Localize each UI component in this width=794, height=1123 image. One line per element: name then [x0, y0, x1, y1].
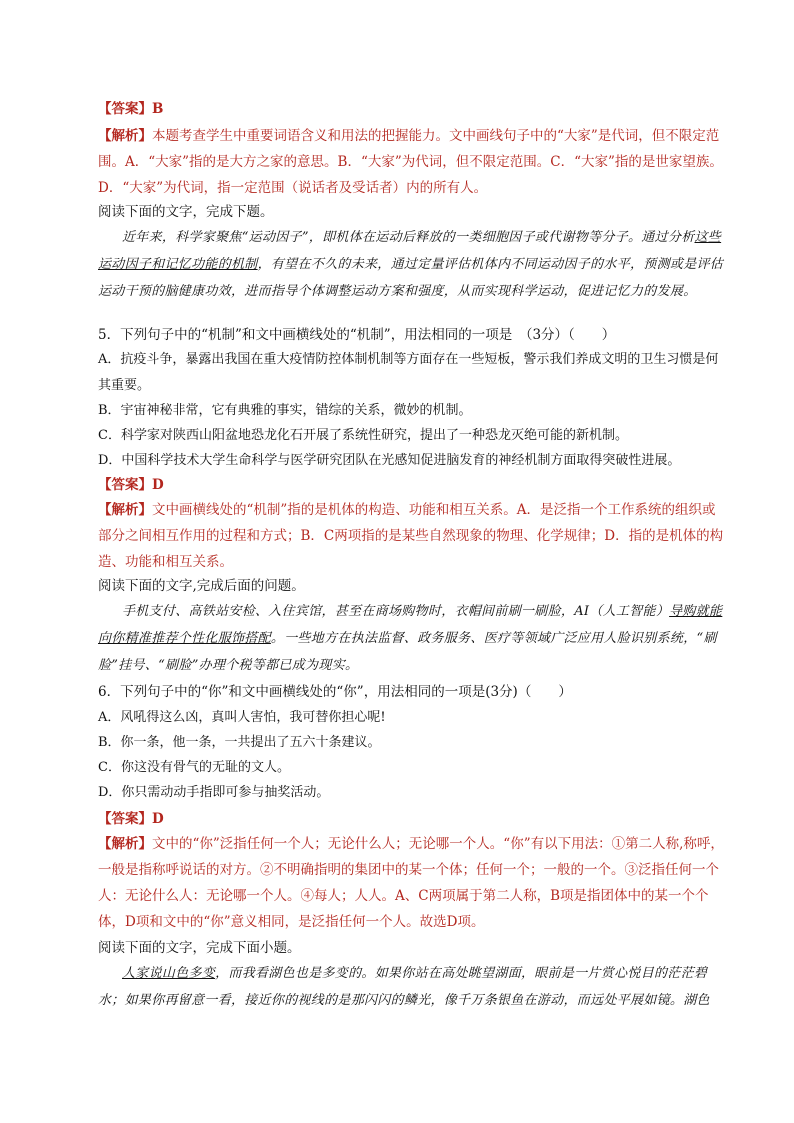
q5-option-c: [98, 423, 726, 449]
underlined-phrase: 人家说山色多变: [122, 966, 216, 981]
q5-analysis-text: 文中画横线处的“机制”指的是机体的构造、功能和相互关系。A．是泛指一个工作系统的组织或部分之间相互作用的过程和方式；B．C两项指的是某些自然现象的物理、化学规律；D．指的是机体的构造、功能和相互关系。: [98, 502, 724, 570]
reading-intro-1: [98, 199, 726, 225]
passage-2: [98, 598, 726, 679]
analysis-label: 【解析】: [98, 128, 152, 144]
passage-3: [98, 960, 726, 1014]
q6-option-d: [98, 780, 726, 806]
option-text: B．宇宙神秘非常，它有典雅的事实，错综的关系，微妙的机制。: [98, 403, 472, 418]
intro-text: 阅读下面的文字,完成后面的问题。: [98, 578, 305, 594]
answer-label: 【答案】D: [98, 477, 164, 493]
reading-intro-3: [98, 935, 726, 961]
q5-analysis: [98, 497, 726, 575]
option-text: D．你只需动动手指即可参与抽奖活动。: [98, 785, 330, 800]
option-text: B．你一条，他一条，一共提出了五六十条建议。: [98, 735, 381, 750]
option-text: D．中国科学技术大学生命科学与医学研究团队在光感知促进脑发育的神经机制方面取得突破性进展。: [98, 453, 681, 468]
option-text: C．科学家对陕西山阳盆地恐龙化石开展了系统性研究，提出了一种恐龙灭绝可能的新机制。: [98, 428, 628, 443]
passage-text: ，而我看湖色也是多变的。如果你站在高处眺望湖面，眼前是一片赏心悦目的茫茫碧水；如果你再留意一看，接近你的视线的是那闪闪的鳞光，像千万条银鱼在游动，而远处平展如镜。湖色: [98, 966, 710, 1008]
q6-option-a: [98, 705, 726, 731]
q6-analysis-text: 文中的“你”泛指任何一个人；无论什么人；无论哪一个人。“你”有以下用法：①第二人称,称呼，一般是指称呼说话的对方。②不明确指明的集团中的某一个体；任何一个；一般的一个。③泛指任何一个人：无论什么人：无论哪一个人。④每人；人人。A、C两项属于第二人称，B项是指团体中的某一个个体，D项和文中的“你”意义相同，是泛指任何一个人。故选D项。: [98, 836, 724, 930]
option-text: C．你这没有骨气的无耻的文人。: [98, 760, 290, 775]
q5-option-a: [98, 347, 726, 399]
q6-stem: [98, 679, 726, 705]
q5-option-d: [98, 448, 726, 474]
question-stem: 5．下列句子中的“机制”和文中画横线处的“机制”，用法相同的一项是 （3分）（ ）: [98, 327, 616, 343]
q4-answer: [98, 96, 726, 122]
passage-text: 近年来，科学家聚焦“运动因子”，即机体在运动后释放的一类细胞因子或代谢物等分子。通过分析: [122, 230, 695, 245]
passage-1: [98, 224, 726, 305]
analysis-label: 【解析】: [98, 502, 152, 518]
answer-label: 【答案】D: [98, 811, 164, 827]
q4-analysis-text: 本题考查学生中重要词语含义和用法的把握能力。文中画线句子中的“大家”是代词，但不限定范围。A．“大家”指的是大方之家的意思。B．“大家”为代词，但不限定范围。C．“大家”指的是世家望族。D．“大家”为代词，指一定范围（说话者及受话者）内的所有人。: [98, 128, 723, 196]
intro-text: 阅读下面的文字，完成下面小题。: [98, 940, 301, 956]
q6-answer: [98, 806, 726, 832]
option-text: A．抗疫斗争，暴露出我国在重大疫情防控体制机制等方面存在一些短板，警示我们养成文明的卫生习惯是何其重要。: [98, 352, 719, 393]
q4-analysis: [98, 123, 726, 201]
q6-analysis: [98, 831, 726, 935]
q6-option-b: [98, 730, 726, 756]
analysis-label: 【解析】: [98, 836, 152, 852]
q5-option-b: [98, 398, 726, 424]
q6-option-c: [98, 755, 726, 781]
passage-text: ，有望在不久的未来，通过定量评估机体内不同运动因子的水平，预测或是评估运动干预的脑健康功效，进而指导个体调整运动方案和强度，从而实现科学运动，促进记忆力的发展。: [98, 257, 724, 299]
underlined-phrase: 这些运动因子和记忆功能的机制: [98, 230, 722, 272]
option-text: A．风吼得这么凶，真叫人害怕，我可替你担心呢!: [98, 710, 386, 725]
q5-answer: [98, 472, 726, 498]
passage-text: 。一些地方在执法监督、政务服务、医疗等领域广泛应用人脸识别系统，“刷脸”挂号、“刷脸”办理个税等都已成为现实。: [98, 631, 717, 673]
reading-intro-2: [98, 573, 726, 599]
intro-text: 阅读下面的文字，完成下题。: [98, 204, 274, 220]
underlined-phrase: 导购就能向你精准推荐个性化服饰搭配: [98, 604, 723, 646]
q5-stem: [98, 322, 726, 348]
question-stem: 6．下列句子中的“你”和文中画横线处的“你”，用法相同的一项是(3分)（ ）: [98, 684, 572, 700]
answer-label: 【答案】B: [98, 101, 164, 117]
passage-text: 手机支付、高铁站安检、入住宾馆，甚至在商场购物时，衣帽间前刷一刷脸，AI（人工智能）: [122, 604, 670, 619]
